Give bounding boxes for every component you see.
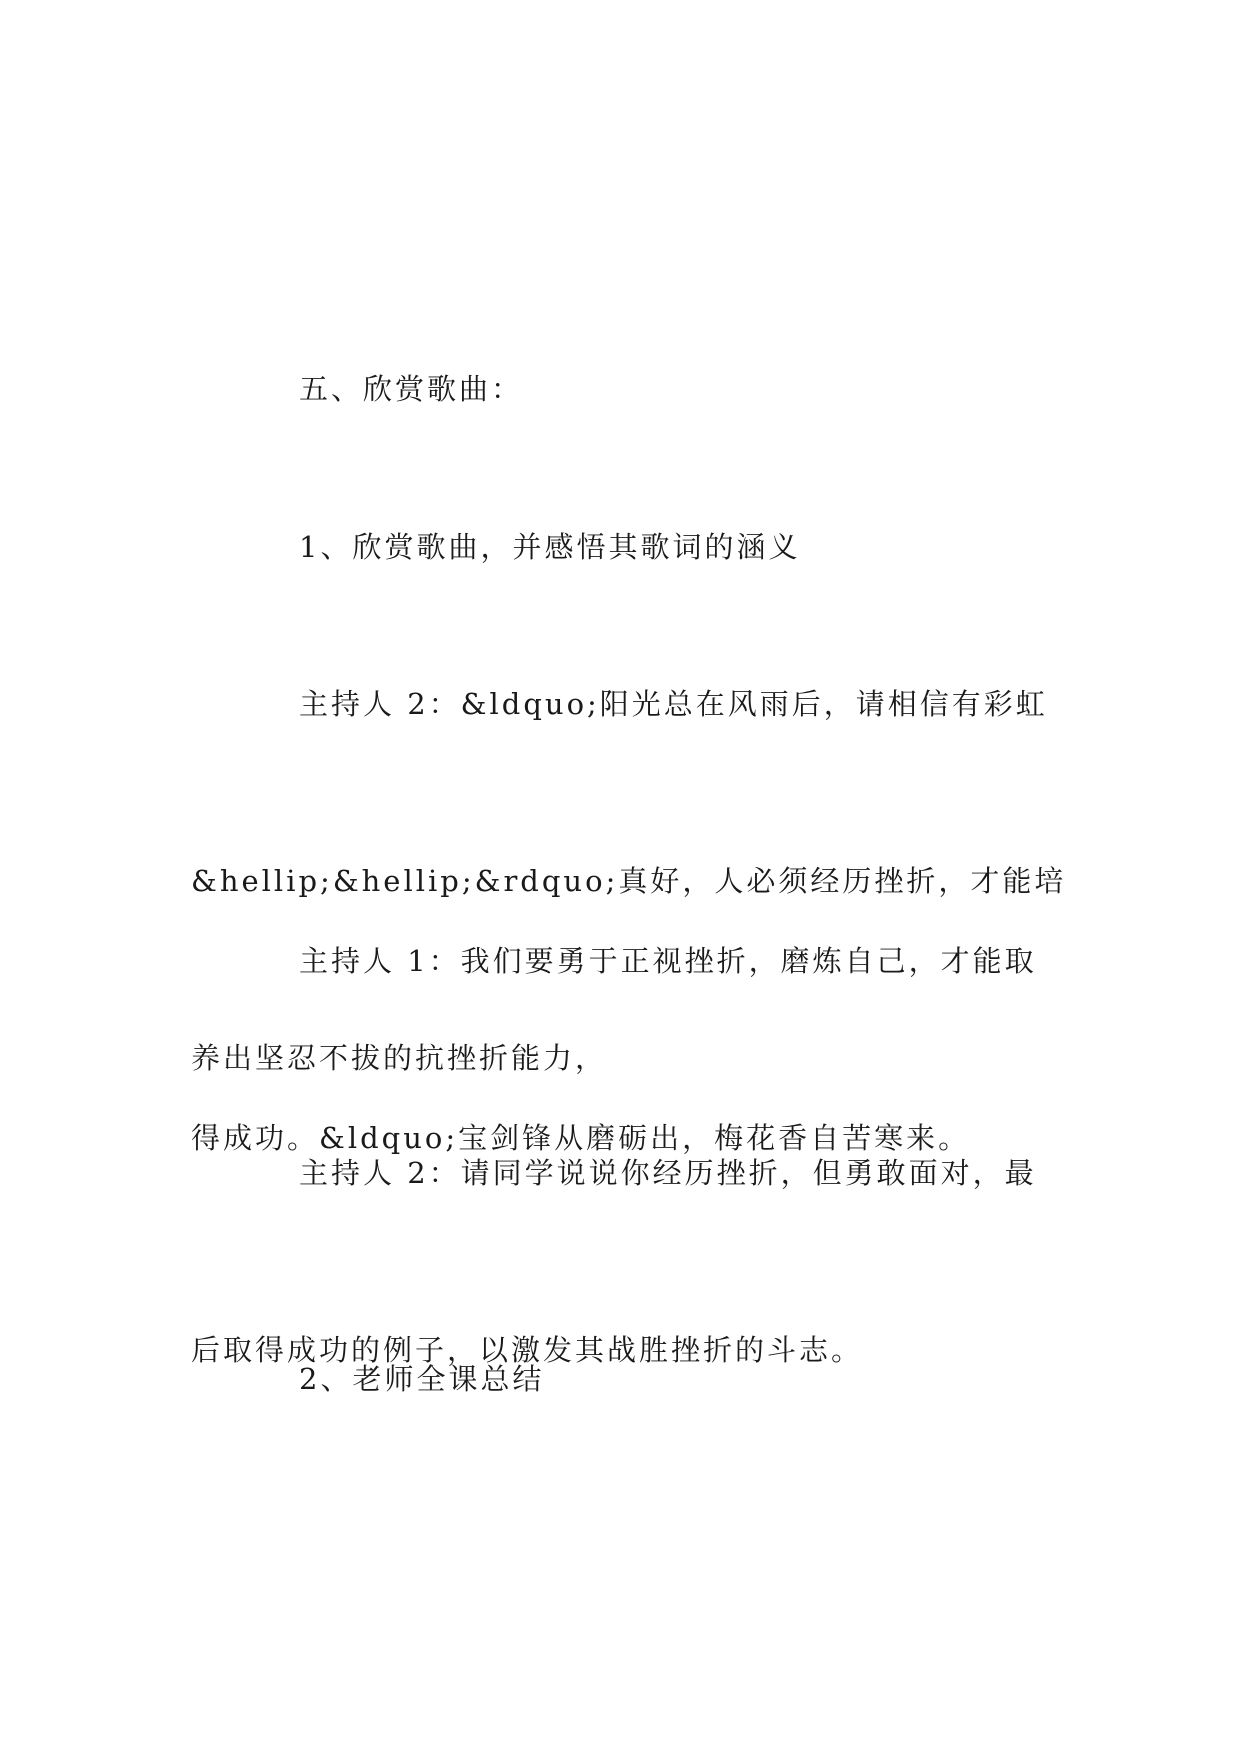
text-line: 主持人 2：请同学说说你经历挫折，但勇敢面对，最 [299,1156,1037,1190]
text-line: 2、老师全课总结 [299,1362,545,1396]
text-line: &hellip;&hellip;&rdquo;真好，人必须经历挫折，才能培 [191,864,1067,898]
text-line: 主持人 2：&ldquo;阳光总在风雨后，请相信有彩虹 [299,687,1048,721]
text-line: 得成功。&ldquo;宝剑锋从磨砺出，梅花香自苦寒来。 [191,1121,971,1155]
text-line: 五、欣赏歌曲： [299,372,524,406]
text-line: 后取得成功的例子，以激发其战胜挫折的斗志。 [191,1333,864,1367]
list-item-2 [299,1232,1161,1527]
text-line: 养出坚忍不拔的抗挫折能力， [191,1041,608,1075]
text-line: 主持人 1：我们要勇于正视挫折，磨炼自己，才能取 [299,944,1037,978]
text-line: 1、欣赏歌曲，并感悟其歌词的涵义 [299,530,801,564]
